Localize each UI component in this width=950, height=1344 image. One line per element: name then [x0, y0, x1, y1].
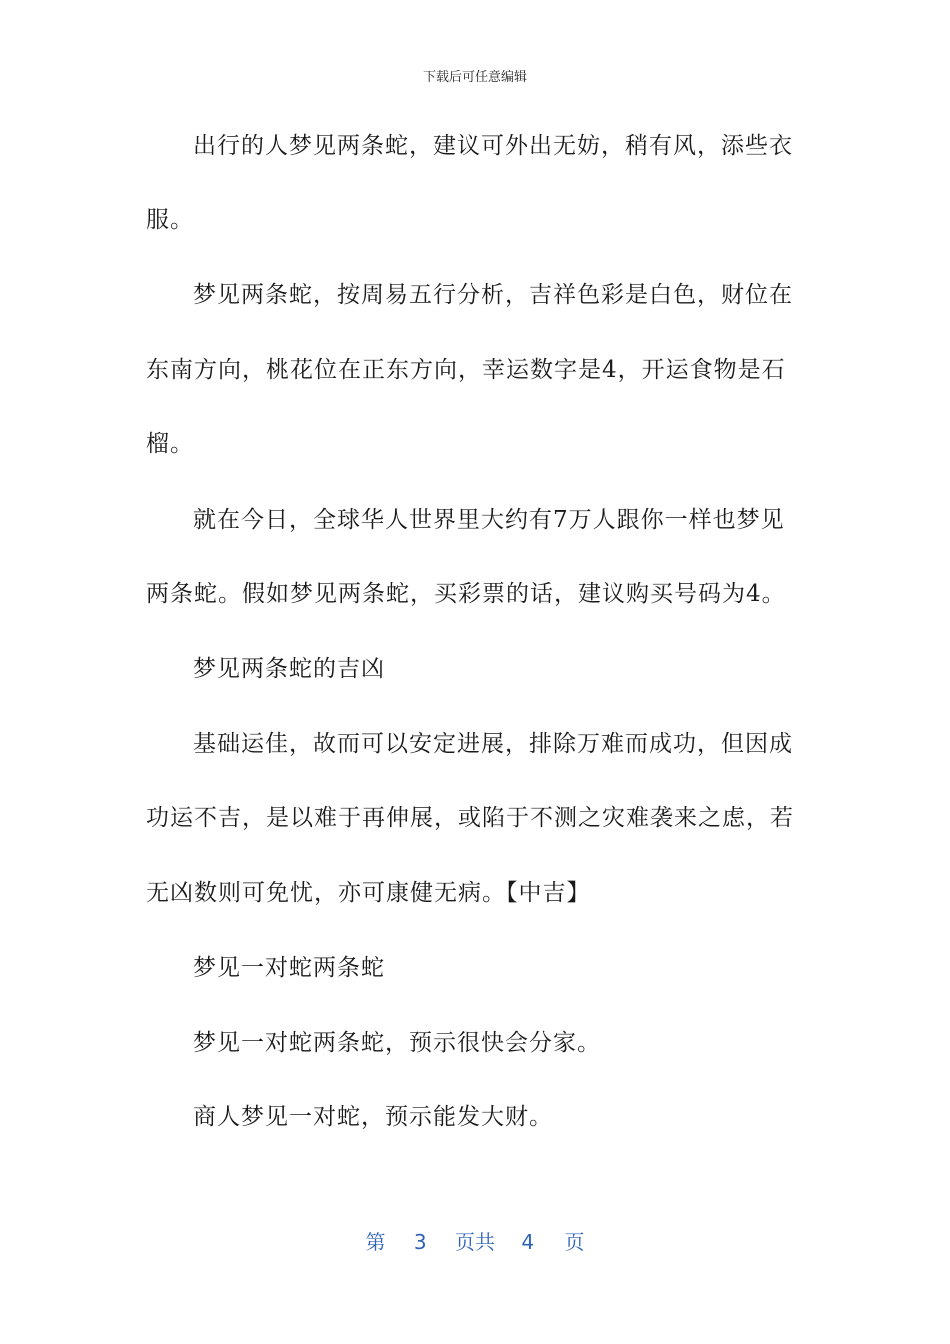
body-line-4: 东南方向，桃花位在正东方向，幸运数字是4，开运食物是石 [146, 357, 786, 383]
body-line-14: 商人梦见一对蛇，预示能发大财。 [193, 1104, 553, 1130]
page-header: 下载后可任意编辑 [422, 70, 527, 85]
footer-label-page: 第 [365, 1230, 386, 1254]
body-line-11: 无凶数则可免忧，亦可康健无病。【中吉】 [146, 880, 591, 906]
body-line-5: 榴。 [146, 431, 194, 457]
body-line-13: 梦见一对蛇两条蛇，预示很快会分家。 [193, 1030, 601, 1056]
body-line-3: 梦见两条蛇，按周易五行分析，吉祥色彩是白色，财位在 [193, 282, 793, 308]
footer-label-of: 页共 [455, 1230, 495, 1254]
body-line-10: 功运不吉，是以难于再伸展，或陷于不测之灾难袭来之虑，若 [146, 805, 794, 831]
body-line-6: 就在今日，全球华人世界里大约有7万人跟你一样也梦见 [193, 507, 785, 533]
section-heading-fortune: 梦见两条蛇的吉凶 [193, 656, 385, 682]
body-line-1: 出行的人梦见两条蛇，建议可外出无妨，稍有风，添些衣 [193, 133, 793, 159]
body-line-9: 基础运佳，故而可以安定进展，排除万难而成功，但因成 [193, 731, 793, 757]
footer-current-page: 3 [413, 1230, 427, 1254]
footer-total-pages: 4 [521, 1230, 535, 1254]
body-line-2: 服。 [146, 207, 194, 233]
footer-label-end: 页 [564, 1230, 585, 1254]
body-line-7: 两条蛇。假如梦见两条蛇，买彩票的话，建议购买号码为4。 [146, 581, 786, 607]
section-heading-pair-snakes: 梦见一对蛇两条蛇 [193, 955, 385, 981]
page-footer [0, 1226, 950, 1255]
